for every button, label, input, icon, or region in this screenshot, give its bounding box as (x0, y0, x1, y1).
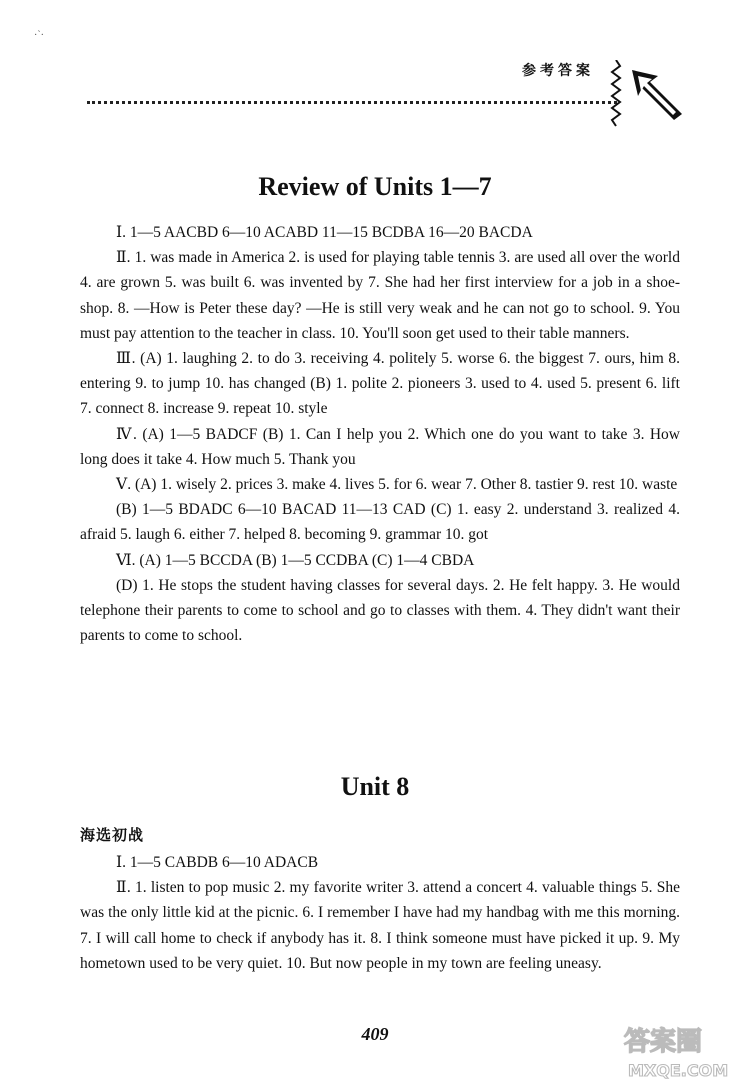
review-part-1: Ⅰ. 1—5 AACBD 6—10 ACABD 11—15 BCDBA 16—20 BACDA (116, 224, 533, 241)
review-title: Review of Units 1—7 (258, 172, 492, 201)
unit8-title: Unit 8 (340, 772, 410, 801)
corner-mark: ·`· (34, 30, 44, 41)
review-part-5b: (B) 1—5 BDADC 6—10 BACAD 11—13 CAD (C) 1. easy 2. understand 3. realized 4. afraid 5. laugh 6. either 7. helped 8. becoming 9. grammar 10. got (80, 501, 680, 544)
arrow-pointer-icon (628, 66, 686, 122)
page-number: 409 (361, 1024, 389, 1044)
header-dotted-rule (87, 101, 617, 104)
review-part-3: Ⅲ. (A) 1. laughing 2. to do 3. receiving 4. politely 5. worse 6. the biggest 7. ours, him 8. entering 9. to jump 10. has changed (B) 1. polite 2. pioneers 3. used to 4. used 5. present 6. lift 7. connect 8. increase 9. repeat 10. style (80, 350, 680, 418)
watermark-logo (620, 1020, 746, 1082)
review-part-6: Ⅵ. (A) 1—5 BCCDA (B) 1—5 CCDBA (C) 1—4 CBDA (116, 551, 475, 569)
svg-text:MXQE.COM: MXQE.COM (628, 1061, 729, 1080)
svg-text:答案圈: 答案圈 (624, 1027, 703, 1057)
review-part-2: Ⅱ. 1. was made in America 2. is used for playing table tennis 3. are used all over the world 4. are grown 5. was built 6. was invented by 7. She had her first interview for a job in a shoe-shop. 8. —How is Peter these day? —He is still very weak and he can not go to school. 9. You must pay attention to the teacher in class. 10. You'll soon get used to their table manners. (80, 249, 680, 342)
header-label: 参考答案 (522, 63, 594, 79)
review-part-4: Ⅳ. (A) 1—5 BADCF (B) 1. Can I help you 2. Which one do you want to take 3. How long does it take 4. How much 5. Thank you (80, 425, 680, 468)
review-part-5a: Ⅴ. (A) 1. wisely 2. prices 3. make 4. lives 5. for 6. wear 7. Other 8. tastier 9. rest 10. waste (116, 476, 678, 494)
review-part-6d: (D) 1. He stops the student having classes for several days. 2. He felt happy. 3. He would telephone their parents to come to school and go to classes with them. 4. They didn't want their parents to come to school. (80, 576, 680, 645)
unit8-answers (80, 850, 680, 976)
unit8-part-2: Ⅱ. 1. listen to pop music 2. my favorite writer 3. attend a concert 4. valuable things 5. She was the only little kid at the picnic. 6. I remember I have had my handbag with me this morning. 7. I will call home to check if anybody has it. 8. I think someone must have picked it up. 9. My hometown used to be very quiet. 10. But now people in my town are feeling uneasy. (80, 879, 680, 972)
zigzag-border-icon (610, 60, 622, 130)
section-label: 海选初战 (80, 826, 145, 844)
unit8-part-1: Ⅰ. 1—5 CABDB 6—10 ADACB (116, 854, 319, 871)
review-answers (80, 220, 680, 648)
